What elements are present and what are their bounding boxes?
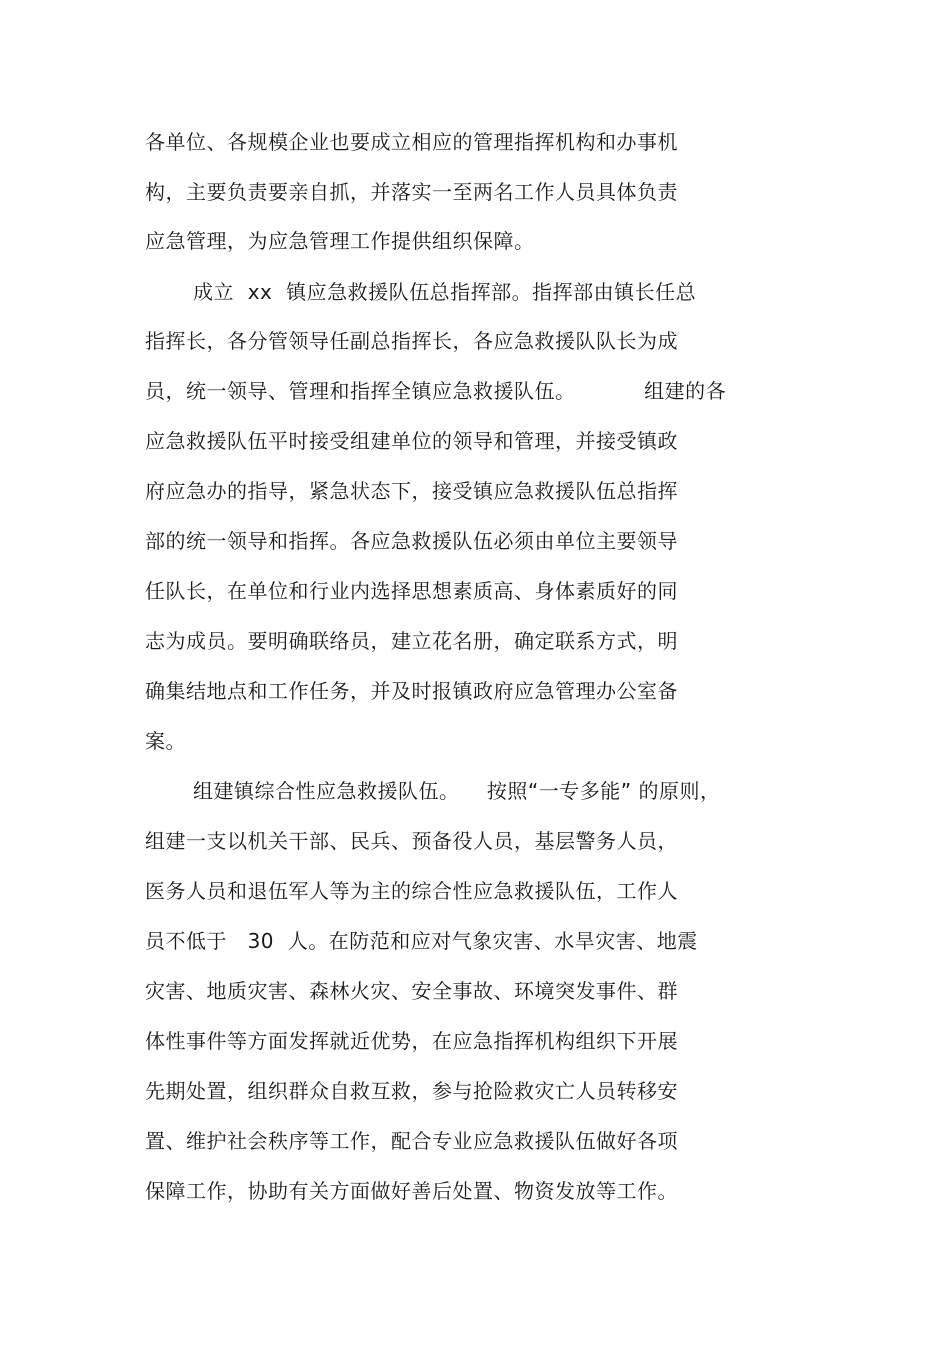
text-line: 置、维护社会秩序等工作，配合专业应急救援队伍做好各项 <box>145 1129 678 1153</box>
text-line: 保障工作，协助有关方面做好善后处置、物资发放等工作。 <box>145 1179 678 1203</box>
text-line-paragraph-start: 成立 xx 镇应急救援队伍总指挥部。指挥部由镇长任总 <box>193 280 697 304</box>
text-line: 应急管理，为应急管理工作提供组织保障。 <box>145 229 535 253</box>
text-line: 先期处置，组织群众自救互救，参与抢险救灾亡人员转移安 <box>145 1079 678 1103</box>
text-line: 构，主要负责要亲自抓，并落实一至两名工作人员具体负责 <box>145 180 678 204</box>
text-line: 府应急办的指导，紧急状态下，接受镇应急救援队伍总指挥 <box>145 479 678 503</box>
text-line-paragraph-start: 组建镇综合性应急救援队伍。 按照“一专多能” 的原则， <box>193 779 721 803</box>
text-line: 指挥长，各分管领导任副总指挥长，各应急救援队队长为成 <box>145 329 678 353</box>
text-line: 任队长，在单位和行业内选择思想素质高、身体素质好的同 <box>145 579 678 603</box>
text-line: 确集结地点和工作任务，并及时报镇政府应急管理办公室备 <box>145 679 678 703</box>
text-line: 灾害、地质灾害、森林火灾、安全事故、环境突发事件、群 <box>145 979 678 1003</box>
text-line: 部的统一领导和指挥。各应急救援队伍必须由单位主要领导 <box>145 529 678 553</box>
text-line: 员，统一领导、管理和指挥全镇应急救援队伍。 组建的各 <box>145 379 727 403</box>
text-line: 医务人员和退伍军人等为主的综合性应急救援队伍，工作人 <box>145 879 678 903</box>
text-line: 各单位、各规模企业也要成立相应的管理指挥机构和办事机 <box>145 130 678 154</box>
text-line: 组建一支以机关干部、民兵、预备役人员，基层警务人员， <box>145 829 678 853</box>
text-line: 案。 <box>145 729 186 753</box>
text-line: 体性事件等方面发挥就近优势，在应急指挥机构组织下开展 <box>145 1029 678 1053</box>
text-line: 员不低于 30 人。在防范和应对气象灾害、水旱灾害、地震 <box>145 929 698 953</box>
text-line: 应急救援队伍平时接受组建单位的领导和管理，并接受镇政 <box>145 429 678 453</box>
text-line: 志为成员。要明确联络员，建立花名册，确定联系方式，明 <box>145 629 678 653</box>
